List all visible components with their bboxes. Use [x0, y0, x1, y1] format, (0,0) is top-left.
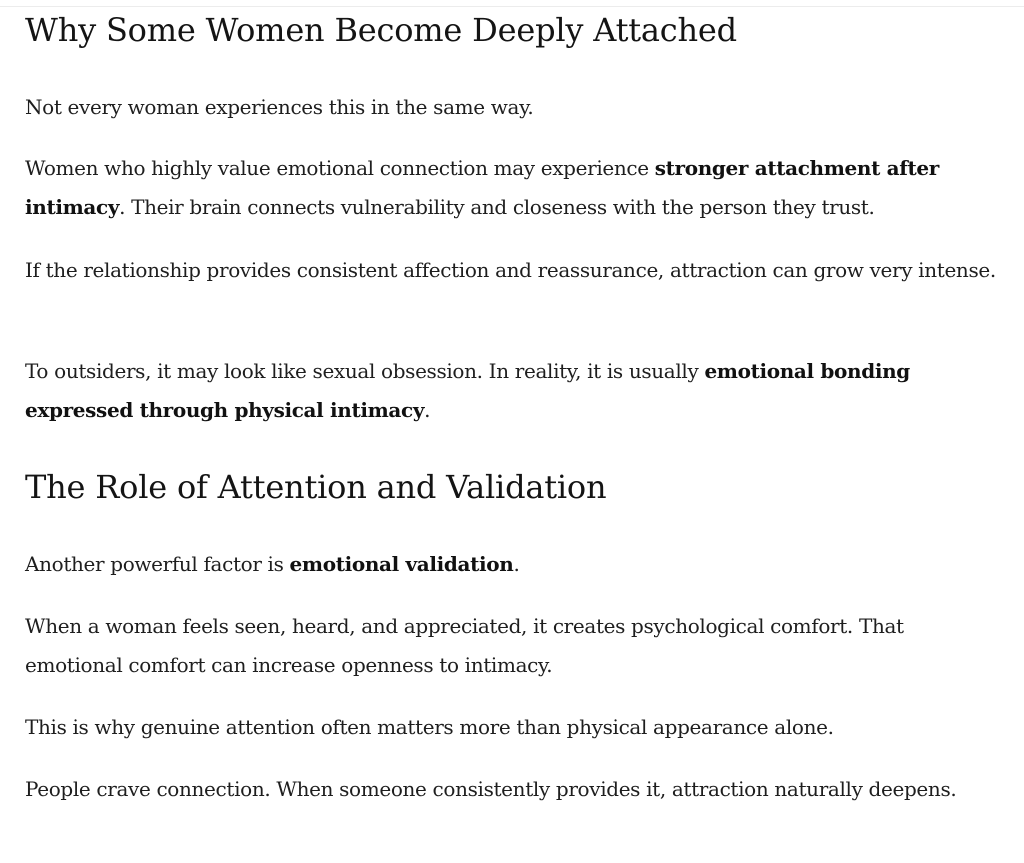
text: This is why genuine attention often matters more than physical appearance alone. — [25, 715, 834, 739]
text: Another powerful factor is — [25, 552, 290, 576]
section-heading-attention: The Role of Attention and Validation — [25, 468, 607, 506]
text: . — [513, 552, 520, 576]
paragraph — [25, 708, 1000, 747]
paragraph — [25, 251, 1000, 290]
text: Not every woman experiences this in the same way. — [25, 95, 534, 119]
text: People crave connection. When someone consistently provides it, attraction naturally deepens. — [25, 777, 957, 801]
text: Women who highly value emotional connection may experience — [25, 156, 655, 180]
text: . Their brain connects vulnerability and closeness with the person they trust. — [119, 195, 875, 219]
text: When a woman feels seen, heard, and appreciated, it creates psychological comfort. That emotional comfort can increase openness to intimacy. — [25, 614, 904, 677]
text: If the relationship provides consistent affection and reassurance, attraction can grow very intense. — [25, 258, 996, 282]
top-divider — [0, 0, 1024, 7]
paragraph — [25, 770, 1000, 809]
bold-text: emotional validation — [289, 552, 514, 576]
bold-text: emotional bonding expressed through physical intimacy — [25, 359, 910, 422]
paragraph — [25, 352, 1000, 430]
paragraph — [25, 88, 1000, 127]
text: To outsiders, it may look like sexual obsession. In reality, it is usually — [25, 359, 705, 383]
bold-text: stronger attachment after intimacy — [25, 156, 939, 219]
paragraph — [25, 607, 1000, 685]
paragraph — [25, 149, 1000, 227]
paragraph — [25, 545, 1000, 584]
text: . — [424, 398, 431, 422]
section-heading-attachment: Why Some Women Become Deeply Attached — [25, 11, 737, 49]
